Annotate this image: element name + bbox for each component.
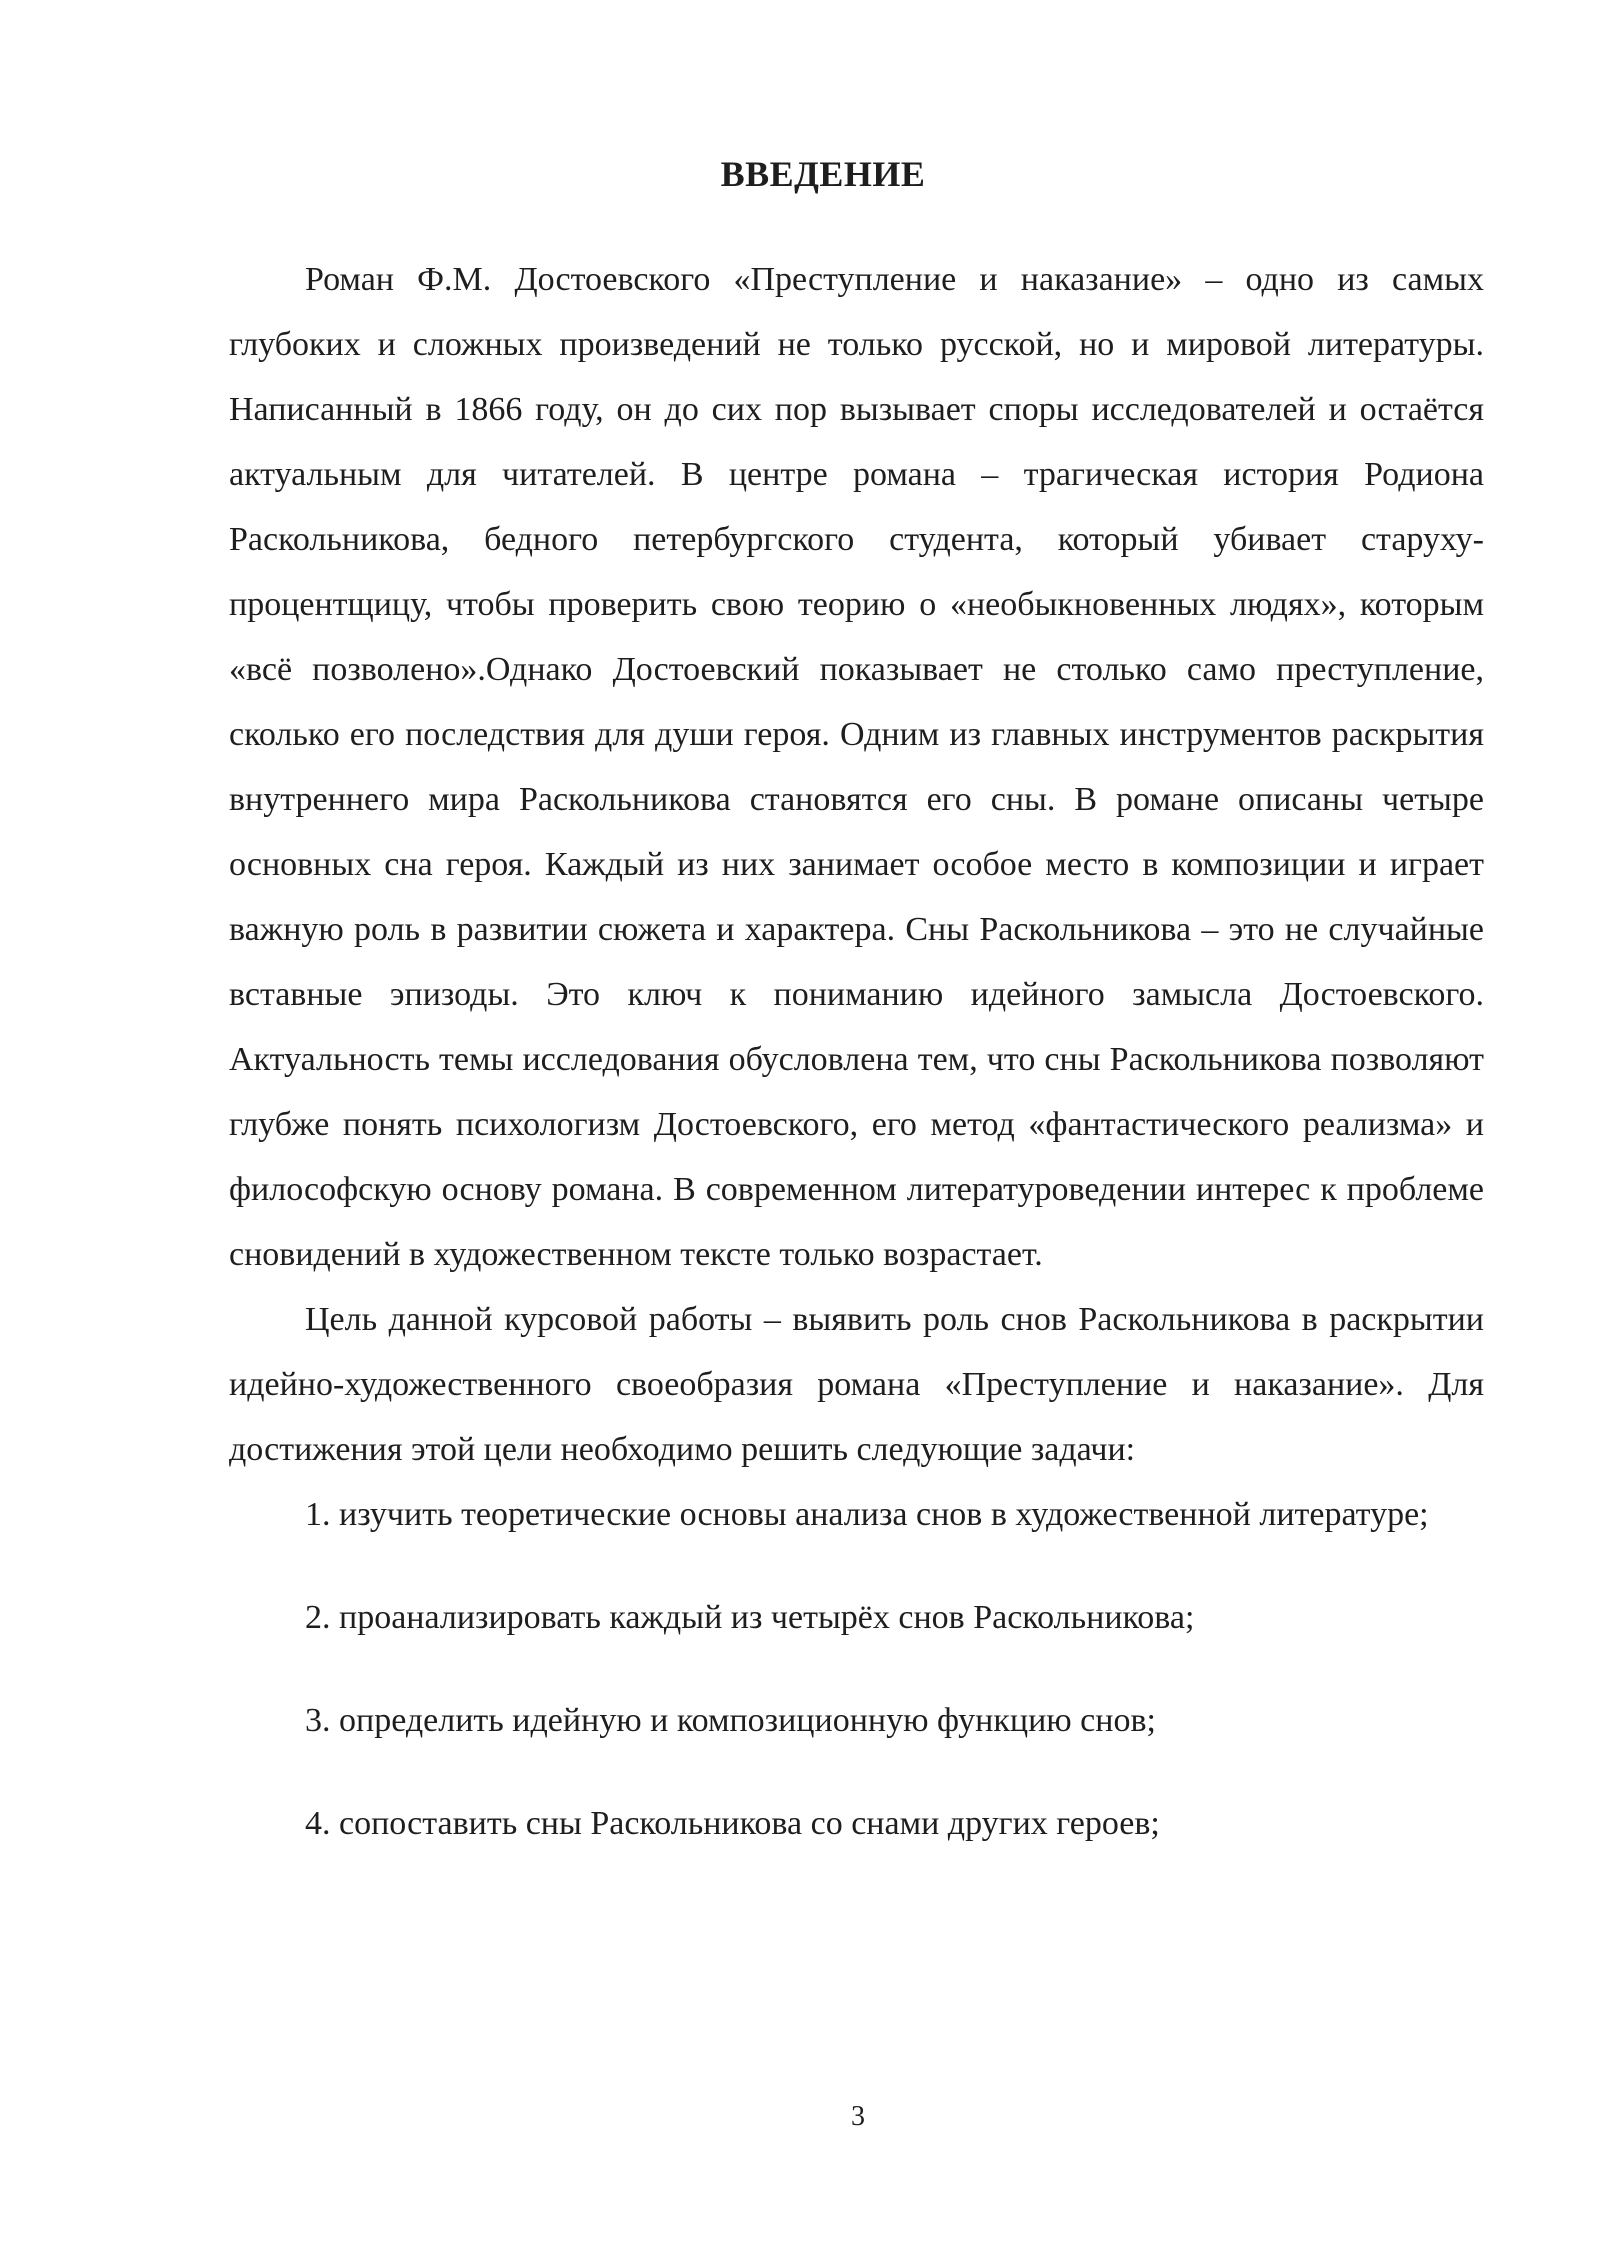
page-title: ВВЕДЕНИЕ <box>720 154 926 194</box>
paragraph-goal: Цель данной курсовой работы – выявить роль снов Раскольникова в раскрытии идейно-художественного своеобразия романа «Преступление и наказание». Для достижения этой цели необходимо решить следующие задачи: <box>229 1301 1484 1468</box>
page-number: 3 <box>851 2101 865 2132</box>
task-item: 1. изучить теоретические основы анализа снов в художественной литературе; <box>305 1496 1429 1533</box>
document-body <box>229 247 1484 1856</box>
task-item: 4. сопоставить сны Раскольникова со снами других героев; <box>305 1805 1160 1842</box>
paragraph-introduction: Роман Ф.М. Достоевского «Преступление и наказание» – одно из самых глубоких и сложных произведений не только русской, но и мировой литературы. Написанный в 1866 году, он до сих пор вызывает споры исследователей и остаётся актуальным для читателей. В центре романа – трагическая история Родиона Раскольникова, бедного петербургского студента, который убивает старуху-процентщицу, чтобы проверить свою теорию о «необыкновенных людях», которым «всё позволено».Однако Достоевский показывает не столько само преступление, сколько его последствия для души героя. Одним из главных инструментов раскрытия внутреннего мира Раскольникова становятся его сны. В романе описаны четыре основных сна героя. Каждый из них занимает особое место в композиции и играет важную роль в развитии сюжета и характера. Сны Раскольникова – это не случайные вставные эпизоды. Это ключ к пониманию идейного замысла Достоевского. Актуальность темы исследования обусловлена тем, что сны Раскольникова позволяют глубже понять психологизм Достоевского, его метод «фантастического реализма» и философскую основу романа. В современном литературоведении интерес к проблеме сновидений в художественном тексте только возрастает. <box>229 261 1484 1273</box>
task-item: 3. определить идейную и композиционную функцию снов; <box>305 1702 1156 1739</box>
task-item: 2. проанализировать каждый из четырёх снов Раскольникова; <box>305 1599 1195 1636</box>
